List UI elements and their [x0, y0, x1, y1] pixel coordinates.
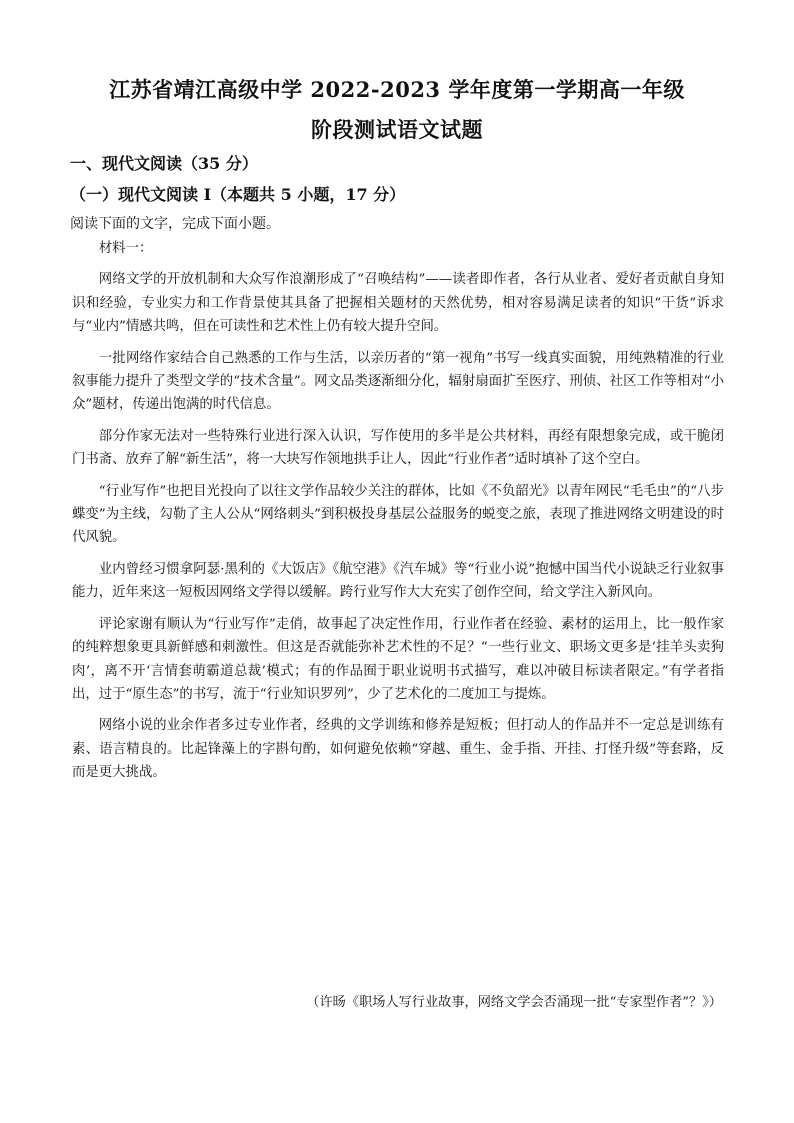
subsection-heading-reading-1: （一）现代文阅读 I（本题共 5 小题，17 分）: [70, 185, 406, 204]
paragraph: 评论家谢有顺认为“行业写作”走俏，故事起了决定性作用，行业作者在经验、素材的运用上，比一般作家的纯粹想象更具新鲜感和刺激性。但这是否就能弥补艺术性的不足？“一些行业文、职场文更多是‘挂羊头卖狗肉’，离不开‘言情套萌霸道总裁’模式；有的作品囿于职业说明书式描写，难以冲破目标读者限定。”有学者指出，过于“原生态”的书写，流于“行业知识罗列”，少了艺术化的二度加工与提炼。: [72, 616, 724, 702]
paragraph: 业内曾经习惯拿阿瑟·黑利的《大饭店》《航空港》《汽车城》等“行业小说”抱憾中国当代小说缺乏行业叙事能力，近年来这一短板因网络文学得以缓解。跨行业写作大大充实了创作空间，给文学注入新风向。: [72, 561, 724, 601]
exam-title-line2: 阶段测试语文试题: [311, 117, 483, 142]
paragraph: 网络小说的业余作者多过专业作者，经典的文学训练和修养是短板；但打动人的作品并不一定总是训练有素、语言精良的。比起锋藻上的字斟句酌，如何避免依赖“穿越、重生、金手指、开挂、打怪升级”等套路，反而是更大挑战。: [72, 718, 724, 781]
paragraph: “行业写作”也把目光投向了以往文学作品较少关注的群体，比如《不负韶光》以青年网民“毛毛虫”的“八步蝶变”为主线，勾勒了主人公从“网络刺头”到积极投身基层公益服务的蜕变之旅，表现了推进网络文明建设的时代风貌。: [72, 483, 724, 546]
paragraph: 一批网络作家结合自己熟悉的工作与生活，以亲历者的“第一视角”书写一线真实面貌，用纯熟精准的行业叙事能力提升了类型文学的“技术含量”。网文品类逐渐细分化，辐射扇面扩至医疗、刑侦、社区工作等相对“小众”题材，传递出饱满的时代信息。: [72, 350, 724, 413]
material-one-body: [72, 237, 724, 785]
article-source-citation: （许旸《职场人写行业故事，网络文学会否涌现一批“专家型作者”？》）: [306, 995, 722, 1010]
material-label: 材料一：: [98, 241, 153, 256]
exam-title-line1: 江苏省靖江高级中学 2022-2023 学年度第一学期高一年级: [109, 77, 685, 102]
section-heading-modern-reading: 一、现代文阅读（35 分）: [70, 154, 258, 173]
paragraph: 部分作家无法对一些特殊行业进行深入认识，写作使用的多半是公共材料，再经有限想象完成，或干脆闭门书斋、放弃了解“新生活”，将一大块写作领地拱手让人，因此“行业作者”适时填补了这个空白。: [72, 428, 724, 468]
paragraph: 网络文学的开放机制和大众写作浪潮形成了“召唤结构”——读者即作者，各行从业者、爱好者贡献自身知识和经验，专业实力和工作背景使其具备了把握相关题材的天然优势，相对容易满足读者的知识“干货”诉求与“业内”情感共鸣，但在可读性和艺术性上仍有较大提升空间。: [72, 272, 724, 335]
reading-instruction: 阅读下面的文字，完成下面小题。: [70, 216, 280, 232]
